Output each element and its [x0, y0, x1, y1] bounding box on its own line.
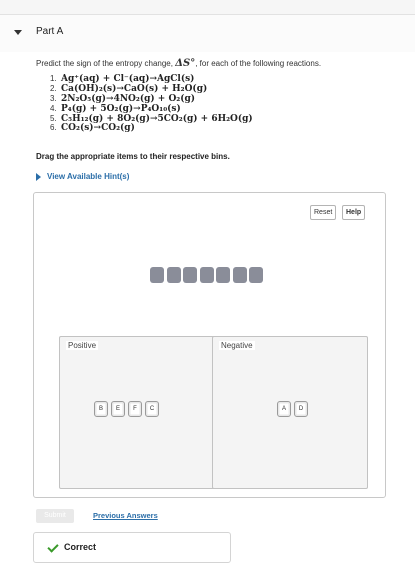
item-source-placeholders: [150, 267, 266, 283]
top-strip: [0, 0, 415, 14]
draggable-item[interactable]: D: [294, 401, 308, 417]
part-title: Part A: [36, 26, 64, 37]
bin-negative[interactable]: [212, 336, 368, 489]
reaction-number: 4.: [50, 103, 57, 113]
draggable-item[interactable]: B: [94, 401, 108, 417]
reaction-equation: CO₂(s)→CO₂(g): [61, 123, 135, 134]
caret-down-icon[interactable]: [14, 30, 22, 35]
tile-placeholder: [183, 267, 197, 283]
bin-negative-label: Negative: [221, 341, 253, 350]
reaction-number: 3.: [50, 93, 57, 103]
bin-negative-items: [277, 401, 311, 417]
draggable-item[interactable]: F: [128, 401, 142, 417]
bin-positive-items: [94, 401, 162, 417]
result-feedback: [33, 532, 231, 563]
view-hints-link[interactable]: [36, 172, 129, 181]
part-header[interactable]: [0, 14, 415, 53]
tile-placeholder: [216, 267, 230, 283]
view-hints-label[interactable]: View Available Hint(s): [47, 172, 130, 181]
reaction-equation: P₄(g) + 5O₂(g)→P₄O₁₀(s): [61, 103, 181, 114]
drag-drop-area: [33, 192, 386, 498]
tile-placeholder: [249, 267, 263, 283]
question-prompt: [36, 58, 321, 69]
reaction-number: 5.: [50, 113, 57, 123]
reaction-equation: Ca(OH)₂(s)→CaO(s) + H₂O(g): [61, 83, 208, 94]
entropy-symbol: ΔS°: [175, 58, 196, 69]
reaction-equation: C₅H₁₂(g) + 8O₂(g)→5CO₂(g) + 6H₂O(g): [61, 113, 253, 124]
caret-right-icon[interactable]: [36, 173, 41, 181]
reaction-item: [50, 72, 253, 82]
help-button[interactable]: Help: [342, 205, 365, 220]
draggable-item[interactable]: E: [111, 401, 125, 417]
reaction-item: [50, 102, 253, 112]
reaction-equation: Ag⁺(aq) + Cl⁻(aq)→AgCl(s): [61, 74, 195, 84]
reaction-number: 2.: [50, 83, 57, 93]
submit-button[interactable]: Submit: [36, 509, 74, 523]
result-status: Correct: [64, 542, 97, 552]
tile-placeholder: [167, 267, 181, 283]
drag-instruction: Drag the appropriate items to their respective bins.: [36, 152, 230, 161]
reaction-number: 1.: [50, 74, 57, 83]
tile-placeholder: [150, 267, 164, 283]
prompt-text-before: Predict the sign of the entropy change,: [36, 59, 173, 68]
checkmark-icon: [47, 541, 58, 552]
tile-placeholder: [233, 267, 247, 283]
draggable-item[interactable]: C: [145, 401, 159, 417]
bin-positive[interactable]: [59, 336, 215, 489]
reaction-list: [50, 72, 253, 134]
bin-positive-label: Positive: [68, 341, 97, 350]
question-content: [0, 52, 415, 572]
reaction-item: [50, 112, 253, 122]
reaction-equation: 2N₂O₅(g)→4NO₂(g) + O₂(g): [61, 93, 196, 104]
reaction-item: [50, 92, 253, 102]
reaction-item: [50, 82, 253, 92]
tile-placeholder: [200, 267, 214, 283]
reset-button[interactable]: Reset: [310, 205, 336, 220]
draggable-item[interactable]: A: [277, 401, 291, 417]
prompt-text-after: , for each of the following reactions.: [195, 59, 322, 68]
reaction-number: 6.: [50, 123, 57, 133]
previous-answers-link[interactable]: Previous Answers: [93, 511, 158, 520]
